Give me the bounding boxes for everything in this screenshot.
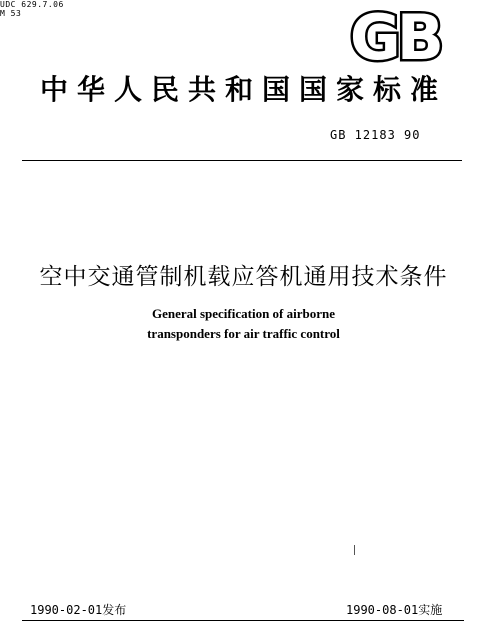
footer-divider [22, 620, 464, 621]
classification-codes [0, 0, 64, 18]
category-code: M 53 [0, 9, 22, 18]
document-title-cn: 空中交通管制机载应答机通用技术条件 [39, 264, 448, 290]
header-divider [22, 160, 462, 161]
implement-date: 1990-08-01实施 [346, 603, 443, 617]
title-en-line-1: General specification of airborne [151, 306, 336, 321]
udc-code: UDC 629.7.06 [0, 0, 64, 9]
gb-logo [336, 6, 454, 66]
scan-speck [354, 545, 355, 555]
standard-number: GB 12183 90 [330, 128, 421, 142]
publish-date: 1990-02-01发布 [30, 603, 127, 617]
title-en-line-2: transponders for air traffic control [147, 326, 340, 341]
national-standard-title: 中华人民共和国国家标准 [39, 73, 447, 106]
gb-logo-text: GB [349, 6, 441, 66]
document-title-en [0, 304, 487, 344]
